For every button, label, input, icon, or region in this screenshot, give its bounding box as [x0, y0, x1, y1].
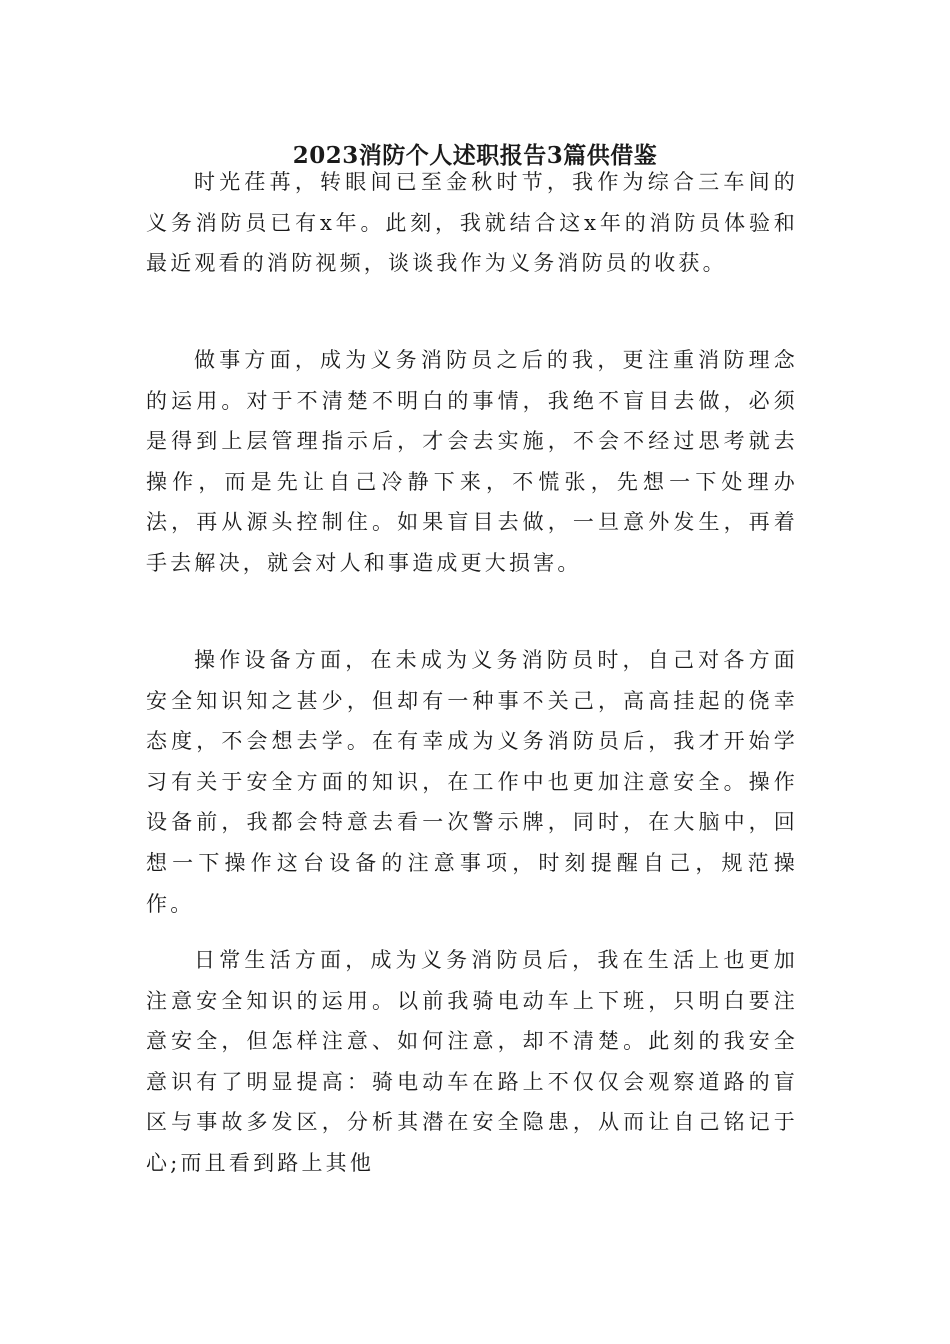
- document-title: 2023消防个人述职报告3篇供借鉴: [292, 142, 658, 169]
- paragraph-2: 做事方面，成为义务消防员之后的我，更注重消防理念的运用。对于不清楚不明白的事情，我绝不盲目去做，必须是得到上层管理指示后，才会去实施，不会不经过思考就去操作，而是先让自己冷静下来，不慌张，先想一下处理办法，再从源头控制住。如果盲目去做，一旦意外发生，再着手去解决，就会对人和事造成更大损害。: [146, 348, 798, 575]
- paragraph-3: 操作设备方面，在未成为义务消防员时，自己对各方面安全知识知之甚少，但却有一种事不关己，高高挂起的侥幸态度，不会想去学。在有幸成为义务消防员后，我才开始学习有关于安全方面的知识，在工作中也更加注意安全。操作设备前，我都会特意去看一次警示牌，同时，在大脑中，回想一下操作这台设备的注意事项，时刻提醒自己，规范操作。: [146, 648, 798, 916]
- paragraph-4: 日常生活方面，成为义务消防员后，我在生活上也更加注意安全知识的运用。以前我骑电动车上下班，只明白要注意安全，但怎样注意、如何注意，却不清楚。此刻的我安全意识有了明显提高：骑电动车在路上不仅仅会观察道路的盲区与事故多发区，分析其潜在安全隐患，从而让自己铭记于心;而且看到路上其他: [146, 948, 798, 1175]
- paragraph-1: 时光荏苒，转眼间已至金秋时节，我作为综合三车间的义务消防员已有x年。此刻，我就结合这x年的消防员体验和最近观看的消防视频，谈谈我作为义务消防员的收获。: [146, 170, 798, 276]
